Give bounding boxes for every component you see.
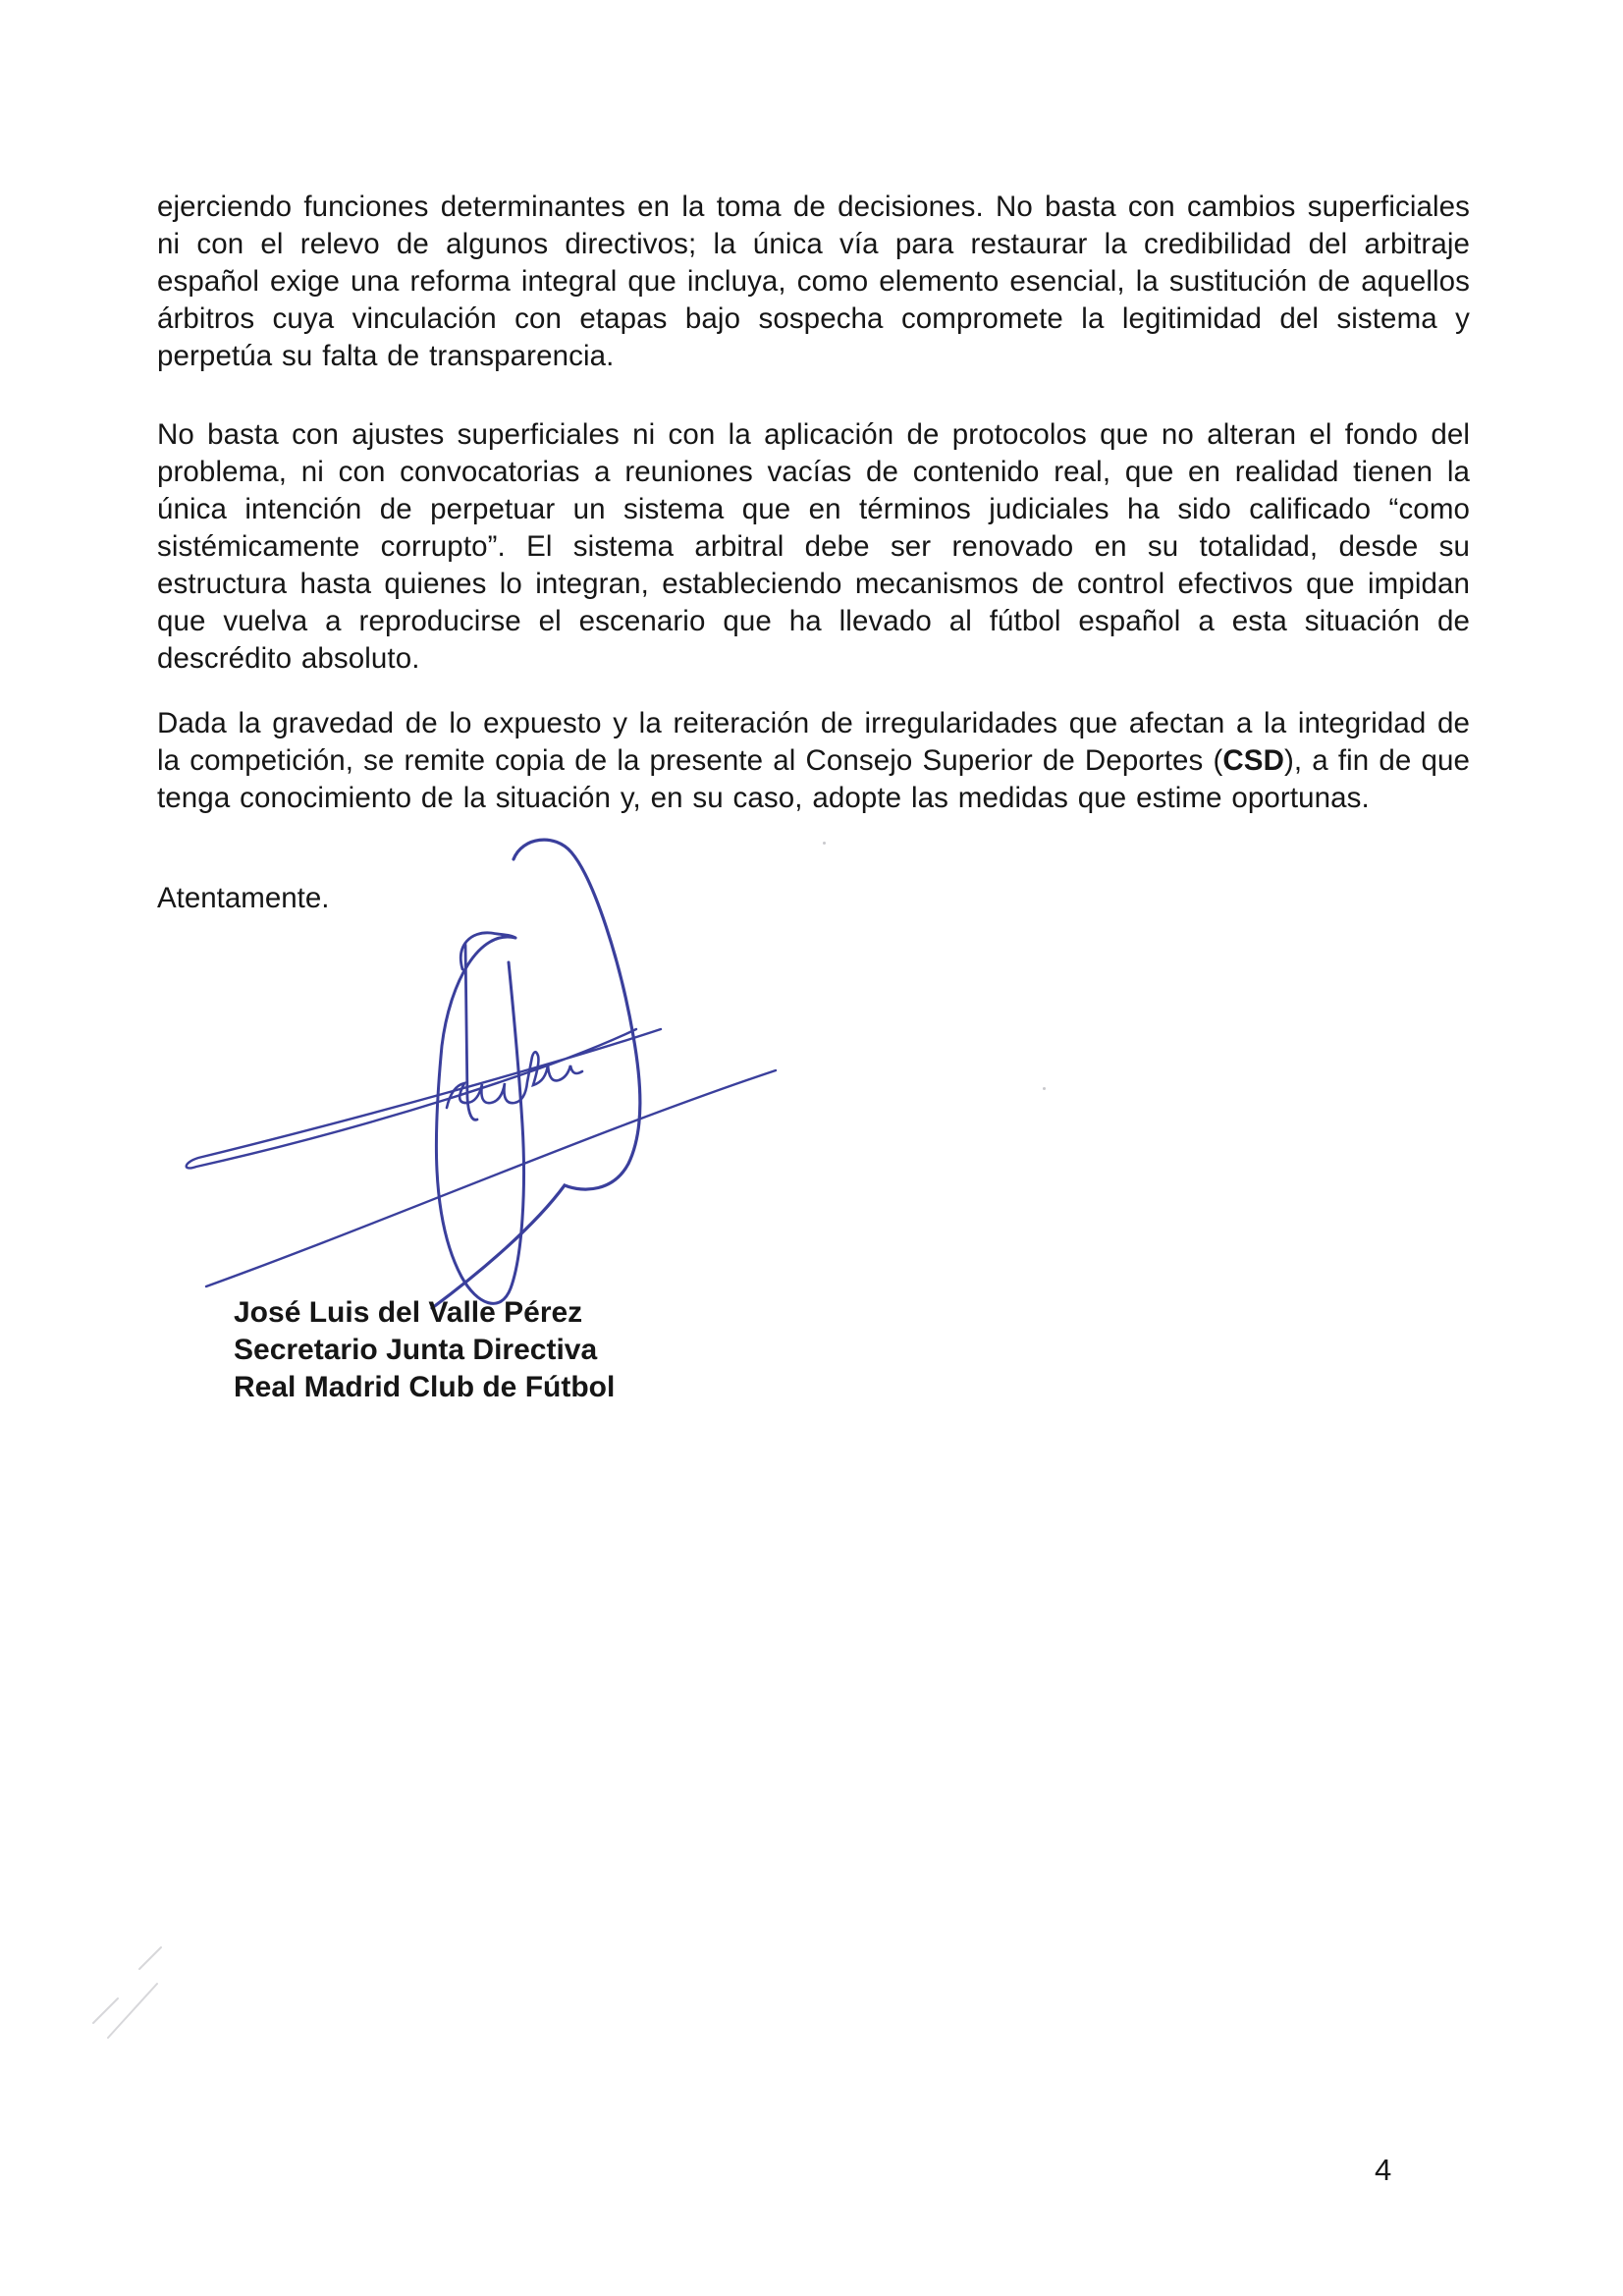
body-paragraph-2: No basta con ajustes superficiales ni con la aplicación de protocolos que no alteran el fondo del problema, ni con convocatorias a reuniones vacías de contenido real, que en realidad tienen la única intención de perpetuar un sistema que en términos judiciales ha sido calificado “como sistémicamente corrupto”. El sistema arbitral debe ser renovado en su totalidad, desde su estructura hasta quienes lo integran, estableciendo mecanismos de control efectivos que impidan que vuelva a reproducirse el escenario que ha llevado al fútbol español a esta situación de descrédito absoluto. (157, 418, 1470, 675)
body-paragraph-3 (157, 705, 1470, 817)
closing-text-after: ), a fin de que tenga conocimiento de la situación y, en su caso, adopte las medidas que estime oportunas. (157, 744, 1470, 814)
signer-title: Secretario Junta Directiva (234, 1334, 598, 1366)
closing-text-before: Dada la gravedad de lo expuesto y la reiteración de irregularidades que afectan a la integridad de la competición, se remite copia de la presente al Consejo Superior de Deportes ( (157, 707, 1470, 777)
scan-speck (1043, 1087, 1046, 1090)
csd-abbreviation: CSD (1222, 744, 1284, 777)
scan-speck (823, 842, 826, 845)
body-paragraph-1: ejerciendo funciones determinantes en la toma de decisiones. No basta con cambios superficiales ni con el relevo de algunos directivos; la única vía para restaurar la credibilidad del arbitraje español exige una reforma integral que incluya, como elemento esencial, la sustitución de aquellos árbitros cuya vinculación con etapas bajo sospecha compromete la legitimidad del sistema y perpetúa su falta de transparencia. (157, 191, 1470, 372)
page-number: 4 (1375, 2153, 1392, 2187)
signer-organization: Real Madrid Club de Fútbol (234, 1371, 616, 1403)
signature-block (234, 1294, 615, 1406)
handwritten-signature-icon (167, 835, 795, 1326)
pencil-mark-artifact (79, 1915, 196, 2052)
signer-name: José Luis del Valle Pérez (234, 1296, 583, 1329)
salutation: Atentamente. (157, 882, 330, 914)
